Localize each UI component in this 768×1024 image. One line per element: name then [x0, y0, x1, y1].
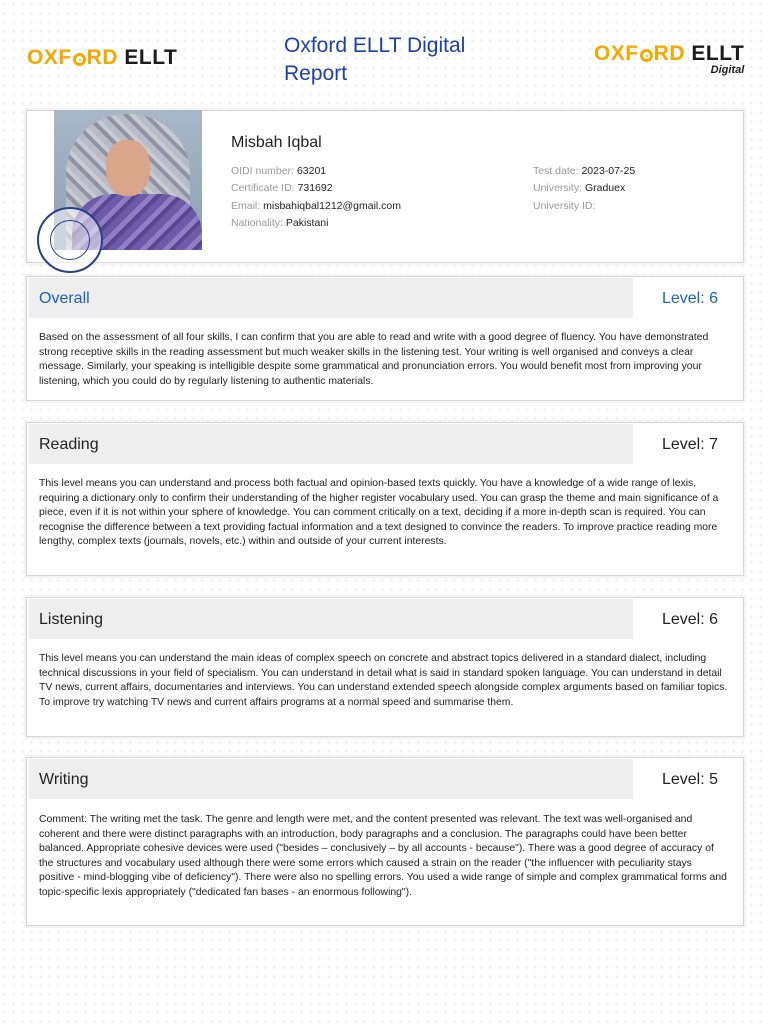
listening-header-bar	[29, 599, 633, 639]
logo-ellt-text: ELLT	[691, 42, 745, 65]
info-value: Graduex	[584, 182, 626, 195]
logo-digital-text: Digital	[710, 64, 745, 76]
info-value: 63201	[296, 165, 327, 177]
reading-title: Reading	[39, 436, 99, 453]
reading-level: Level: 7	[661, 436, 718, 453]
info-label: University ID:	[533, 199, 596, 212]
writing-header-bar	[29, 759, 633, 799]
candidate-info-left	[231, 163, 401, 232]
info-value: 731692	[297, 182, 333, 195]
info-label: Email:	[231, 199, 261, 212]
info-row-email	[231, 198, 401, 215]
seal-inner-ring	[50, 220, 90, 260]
listening-title: Listening	[39, 611, 104, 628]
overall-body: Based on the assessment of all four skills, I can confirm that you are able to read and write with a good degree of fluency. You have demonstrated strong receptive skills in the reading assessment but much weaker skills in the listening test. Your writing is well organised and conveys a clear message. Similarly, your speaking is intelligible despite some grammatical and pronunciation errors. You would benefit most from improving your listening, which you could do by regularly listening to authentic materials.	[39, 332, 709, 387]
info-label: Certificate ID:	[231, 182, 295, 195]
writing-level: Level: 5	[661, 771, 718, 788]
info-row-university-id	[533, 198, 635, 215]
report-title: Oxford ELLT Digital Report	[284, 34, 466, 85]
logo-o-ring-icon	[73, 53, 86, 66]
info-label: Test date:	[533, 165, 579, 177]
info-row-nationality	[231, 215, 401, 232]
info-value: Pakistani	[285, 216, 329, 229]
candidate-info-right	[533, 163, 635, 215]
logo-o-ring-icon	[640, 49, 653, 62]
info-label: Nationality:	[231, 216, 283, 229]
listening-level: Level: 6	[661, 611, 718, 628]
info-value: 2023-07-25	[581, 165, 636, 177]
overall-header-bar	[29, 278, 633, 318]
photo-face	[106, 140, 150, 196]
logo-ellt-text: ELLT	[124, 46, 178, 69]
verified-seal-icon	[37, 207, 103, 273]
writing-body: Comment: The writing met the task. The genre and length were met, and the content presented was relevant. The text was well-organised and coherent and there were distinct paragraphs with an introduction, body paragraphs and a conclusion. The paragraphs could have been better balanced. Appropriate cohesive devices were used ("besides – conclusively – by all accounts - because"). There was a good degree of accuracy of the structures and vocabulary used although there were some errors which caused a strain on the reader ("the influencer with peculiarity stays positive - mind-blogging vibe of deficiency"). There were also no spelling errors. You used a wide range of simple and complex grammatical forms and topic-specific lexis appropriately ("dedicated fan bases - an enormous following").	[39, 814, 727, 898]
logo-oxford-prefix: OXF	[27, 46, 72, 69]
oxford-ellt-digital-logo	[594, 42, 744, 76]
overall-level: Level: 6	[661, 290, 718, 307]
info-row-oidi	[231, 163, 401, 180]
info-row-test-date	[533, 163, 635, 180]
info-label: University:	[533, 182, 583, 195]
info-row-certificate	[231, 180, 401, 197]
info-label: OIDI number:	[231, 165, 295, 177]
listening-body: This level means you can understand the main ideas of complex speech on concrete and abstract topics delivered in a standard dialect, including technical discussions in your field of specialism. You can understand in detail what is said in standard spoken language. You can understand in detail TV news, current affairs, documentaries and interviews. You can understand extended speech alongside complex arguments based on familiar topics. To improve try watching TV news and current affairs programs at a normal speed and summarise them.	[39, 653, 728, 708]
info-value: misbahiqbal1212@gmail.com	[263, 199, 402, 212]
logo-oxford-suffix: RD	[653, 42, 686, 65]
candidate-name: Misbah Iqbal	[231, 134, 322, 151]
overall-title: Overall	[39, 290, 90, 307]
writing-title: Writing	[39, 771, 89, 788]
logo-oxford-suffix: RD	[86, 46, 119, 69]
reading-header-bar	[29, 424, 633, 464]
reading-body: This level means you can understand and process both factual and opinion-based texts quickly. You have a knowledge of a wide range of lexis, requiring a dictionary only to confirm their understanding of the higher register vocabulary used. You can grasp the theme and main significance of a piece, even if it is not within your sphere of knowledge. You can comment critically on a text, deciding if a more in-depth scan is required. You can recognise the difference between a text providing factual information and a text designed to convince the readers. To improve practice reading more lengthy, complex texts (journals, novels, etc.) within and outside of your current interests.	[39, 478, 719, 547]
oxford-ellt-logo-left	[27, 46, 177, 70]
logo-oxford-prefix: OXF	[594, 42, 639, 65]
info-row-university	[533, 180, 635, 197]
